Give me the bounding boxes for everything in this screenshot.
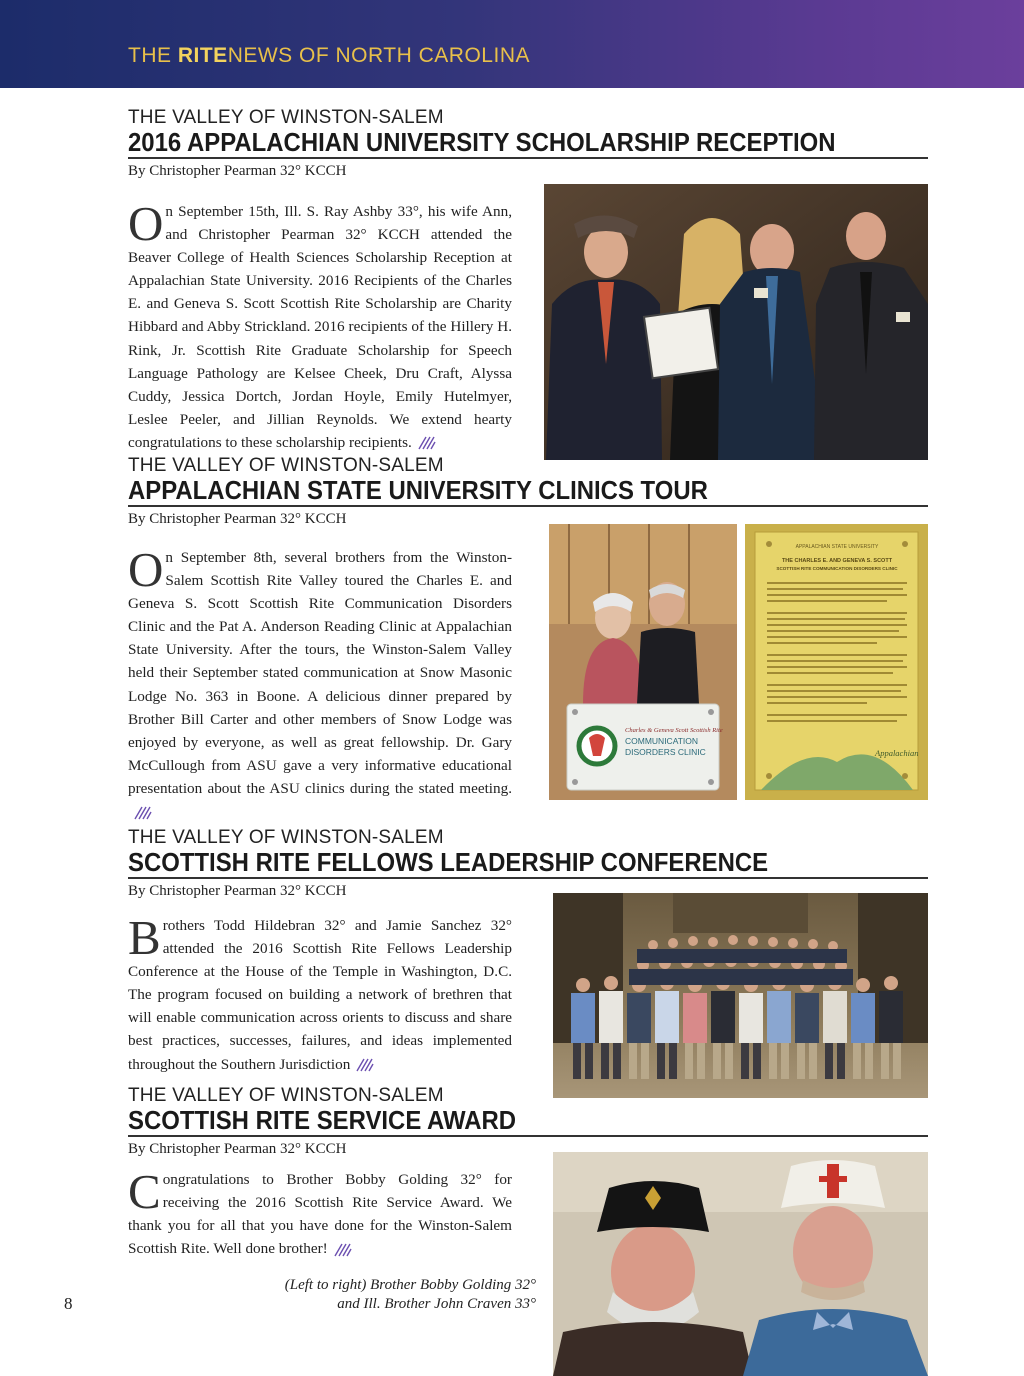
article-kicker: THE VALLEY OF WINSTON-SALEM (128, 455, 444, 476)
publication-title: THE RITENEWS OF NORTH CAROLINA (128, 44, 530, 67)
clinic-sign-line2: COMMUNICATION (625, 736, 699, 746)
article-kicker: THE VALLEY OF WINSTON-SALEM (128, 827, 444, 848)
article-header-scholarship (128, 108, 928, 180)
article-body-service-award: Congratulations to Brother Bobby Golding 32° for receiving the 2016 Scottish Rite Service Award. We thank you for all that you have done for the Winston-Salem Scottish Rite. Well done brother! (128, 1164, 512, 1258)
end-mark-icon (134, 806, 152, 820)
end-mark-icon (334, 1243, 352, 1257)
drop-cap: O (128, 542, 164, 597)
article-kicker: THE VALLEY OF WINSTON-SALEM (128, 107, 444, 128)
article-body-fellows-conference: Brothers Todd Hildebran 32° and Jamie Sanchez 32° attended the 2016 Scottish Rite Fellows Leadership Conference at the House of the Temple in Washington, D.C. The program focused on building a network of brethren that will enable communication across orients to discuss and share best practices, successes, failures, and ideas implemented throughout the Southern Jurisdiction (128, 910, 512, 1073)
plaque-header-small: APPALACHIAN STATE UNIVERSITY (795, 544, 879, 550)
article-byline: By Christopher Pearman 32° KCCH (128, 163, 347, 179)
photo-clinic-visitors (549, 524, 737, 800)
photo-caption: (Left to right) Brother Bobby Golding 32° and Ill. Brother John Craven 33° (284, 1277, 536, 1312)
headline-rule (128, 505, 928, 507)
photo-service-award (553, 1152, 928, 1376)
plaque-logo-text: Appalachian (875, 748, 919, 758)
plaque-header-name2: SCOTTISH RITE COMMUNICATION DISORDERS CLINIC (776, 566, 898, 571)
article-header-fellows-conference (128, 828, 928, 900)
article-header-clinics-tour (128, 456, 928, 528)
headline-rule (128, 1135, 928, 1137)
masthead-banner (0, 0, 1024, 88)
article-headline: 2016 APPALACHIAN UNIVERSITY SCHOLARSHIP RECEPTION (128, 127, 836, 157)
clinic-sign-line3: DISORDERS CLINIC (625, 747, 706, 757)
drop-cap: C (128, 1164, 161, 1219)
article-body-scholarship: On September 15th, Ill. S. Ray Ashby 33°, his wife Ann, and Christopher Pearman 32° KCCH attended the Beaver College of Health Sciences Scholarship Reception at Appalachian State University. 2016 Recipients of the Charles E. and Geneva S. Scott Scottish Rite Scholarship are Charity Hibbard and Abby Strickland. 2016 recipients of the Hillery H. Rink, Jr. Scottish Rite Graduate Scholarship for Speech Language Pathology are Kelsee Cheek, Dru Craft, Alyssa Cuddy, Jessica Dortch, Jordan Hoyle, Emily Hutelmyer, Leslee Peeler, and Jillian Reynolds. We extend hearty congratulations to these scholarship recipients. (128, 196, 512, 451)
article-headline: APPALACHIAN STATE UNIVERSITY CLINICS TOUR (128, 475, 708, 505)
headline-rule (128, 157, 928, 159)
article-byline: By Christopher Pearman 32° KCCH (128, 1141, 347, 1157)
photo-scholarship-reception (544, 184, 928, 460)
article-header-service-award (128, 1086, 928, 1158)
end-mark-icon (418, 436, 436, 450)
drop-cap: B (128, 910, 161, 965)
article-kicker: THE VALLEY OF WINSTON-SALEM (128, 1085, 444, 1106)
drop-cap: O (128, 196, 164, 251)
article-byline: By Christopher Pearman 32° KCCH (128, 511, 347, 527)
plaque-header-name1: THE CHARLES E. AND GENEVA S. SCOTT (781, 558, 893, 564)
article-body-clinics-tour: On September 8th, several brothers from the Winston-Salem Scottish Rite Valley toured the Charles E. and Geneva S. Scott Scottish Rite Communication Disorders Clinic and the Pat A. Anderson Reading Clinic at Appalachian State University. After the tours, the Winston-Salem Valley held their September stated communication at Snow Masonic Lodge No. 363 in Boone. A delicious dinner prepared by Brother Bill Carter and other members of Snow Lodge was enjoyed by everyone, as well as great fellowship. Dr. Gary McCullough from ASU gave a very informative educational presentation about the ASU clinics during the stated meeting. (128, 546, 512, 823)
photo-clinic-plaque (745, 524, 928, 800)
article-byline: By Christopher Pearman 32° KCCH (128, 883, 347, 899)
end-mark-icon (356, 1058, 374, 1072)
headline-rule (128, 877, 928, 879)
clinic-sign-line1: Charles & Geneva Scott Scottish Rite (625, 727, 723, 734)
article-headline: SCOTTISH RITE FELLOWS LEADERSHIP CONFERENCE (128, 847, 769, 877)
page-number: 8 (64, 1294, 73, 1313)
article-headline: SCOTTISH RITE SERVICE AWARD (128, 1105, 517, 1135)
photo-fellows-group (553, 893, 928, 1098)
